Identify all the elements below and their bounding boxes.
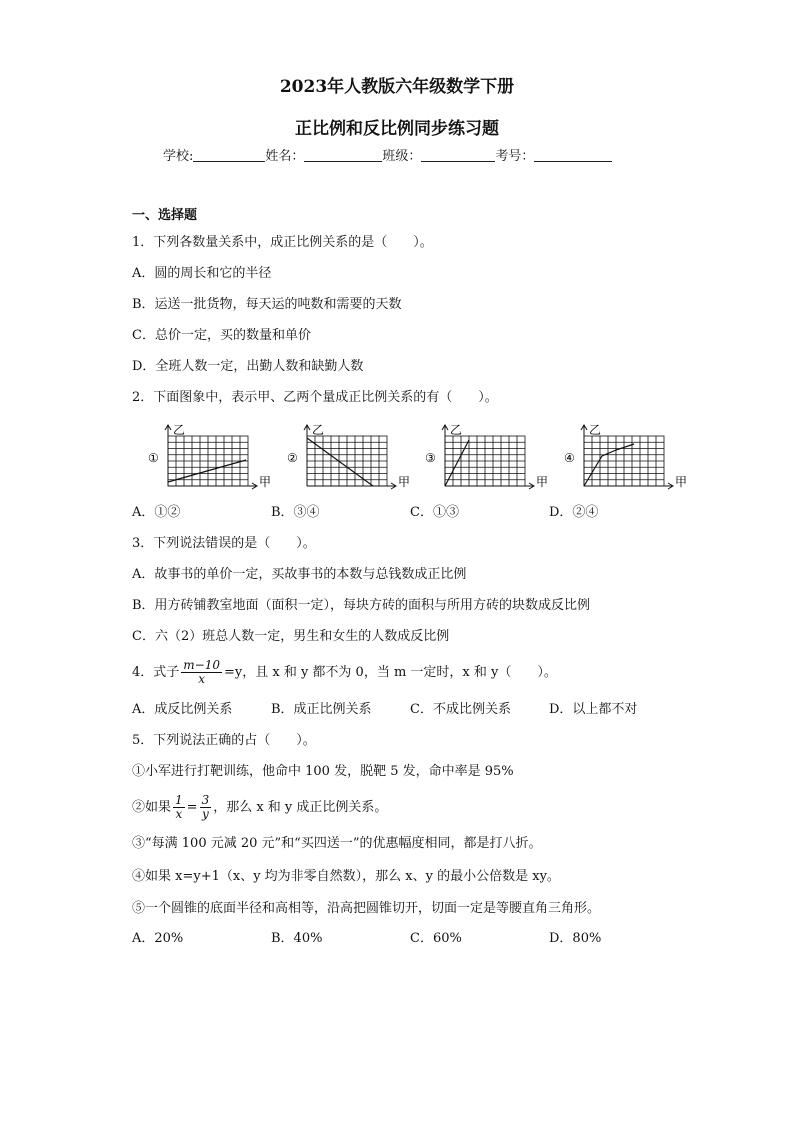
exam-no-label: 考号：	[495, 149, 535, 164]
q1-stem: 1．下列各数量关系中，成正比例关系的是（ ）。	[132, 235, 433, 250]
school-field[interactable]	[193, 148, 265, 162]
q4-stem	[132, 658, 557, 688]
graph-4-grid	[584, 436, 664, 486]
graph-2-label: ②	[287, 451, 298, 465]
name-field[interactable]	[304, 148, 382, 162]
q4-option-d: D．以上都不对	[549, 702, 638, 717]
q5-option-d: D．80%	[549, 931, 602, 946]
q1-option-b: B．运送一批货物，每天运的吨数和需要的天数	[132, 297, 402, 312]
worksheet-title: 2023年人教版六年级数学下册	[279, 77, 515, 97]
q1-option-d: D．全班人数一定，出勤人数和缺勤人数	[132, 359, 364, 374]
q2-option-b: B．③④	[271, 505, 320, 520]
q2-option-c: C．①③	[410, 505, 459, 520]
graph-3-grid	[445, 436, 525, 486]
q5-s2-fraction-2-denominator: y	[201, 807, 209, 821]
q2-graph-4	[562, 422, 698, 494]
q5-s2-fraction-1-denominator: x	[175, 807, 183, 821]
q4-fraction-denominator: x	[198, 672, 206, 686]
graph-1-y-axis-label: 乙	[173, 423, 186, 437]
graph-4-label: ④	[564, 451, 575, 465]
graph-2-y-axis-label: 乙	[312, 423, 325, 437]
q5-s2-fraction-1-numerator: 1	[175, 793, 183, 807]
graph-2-grid	[307, 436, 387, 486]
q4-stem-suffix: =y，且 x 和 y 都不为 0，当 m 一定时，x 和 y（ ）。	[223, 665, 557, 680]
q3-option-c: C．六（2）班总人数一定，男生和女生的人数成反比例	[132, 629, 450, 644]
graph-1-x-axis-label: 甲	[259, 475, 272, 489]
graph-4-y-axis-label: 乙	[589, 423, 602, 437]
q4-option-a: A．成反比例关系	[132, 702, 233, 717]
q5-s2-equals: =	[186, 800, 198, 815]
q4-fraction-numerator: m−10	[183, 658, 220, 672]
graph-3-line	[445, 440, 469, 486]
q4-option-b: B．成正比例关系	[271, 702, 372, 717]
class-label: 班级：	[382, 149, 422, 164]
exam-no-field[interactable]	[534, 148, 612, 162]
q5-stem: 5．下列说法正确的占（ ）。	[132, 733, 316, 748]
class-field[interactable]	[421, 148, 495, 162]
q5-statement-2	[132, 793, 387, 823]
q2-option-d: D．②④	[549, 505, 599, 520]
q5-statement-5: ⑤一个圆锥的底面半径和高相等，沿高把圆锥切开，切面一定是等腰直角三角形。	[132, 901, 601, 916]
q4-option-c: C．不成比例关系	[410, 702, 511, 717]
q5-s2-fraction-2	[200, 794, 212, 821]
graph-3-x-axis-label: 甲	[536, 475, 549, 489]
q5-option-c: C．60%	[410, 931, 462, 946]
q2-graph-1	[146, 422, 282, 494]
section-title: 一、选择题	[132, 208, 198, 223]
graph-4-x-axis-label: 甲	[675, 475, 688, 489]
graph-2-x-axis-label: 甲	[398, 475, 411, 489]
q4-fraction	[181, 659, 222, 686]
q5-s2-suffix: ，那么 x 和 y 成正比例关系。	[213, 800, 388, 815]
graph-1-line	[168, 460, 246, 482]
q1-option-c: C．总价一定，买的数量和单价	[132, 328, 311, 343]
q5-statement-4: ④如果 x=y+1（x、y 均为非零自然数），那么 x、y 的最小公倍数是 xy。	[132, 869, 560, 884]
q4-stem-prefix: 4．式子	[132, 665, 180, 680]
q2-graph-3	[423, 422, 559, 494]
graph-3-y-axis-label: 乙	[450, 423, 463, 437]
q5-statement-1: ①小军进行打靶训练，他命中 100 发，脱靶 5 发，命中率是 95%	[132, 764, 514, 779]
q1-option-a: A．圆的周长和它的半径	[132, 266, 272, 281]
graph-1-label: ①	[148, 451, 159, 465]
student-info-row	[163, 145, 612, 164]
name-label: 姓名：	[265, 149, 305, 164]
q3-option-b: B．用方砖铺教室地面（面积一定），每块方砖的面积与所用方砖的块数成反比例	[132, 598, 591, 613]
q5-s2-prefix: ②如果	[132, 800, 172, 815]
q2-option-a: A．①②	[132, 505, 181, 520]
q3-stem: 3．下列说法错误的是（ ）。	[132, 536, 316, 551]
q2-graph-2	[285, 422, 421, 494]
q5-s2-fraction-2-numerator: 3	[201, 793, 210, 807]
q5-statement-3: ③“每满 100 元减 20 元”和“买四送一”的优惠幅度相同，都是打八折。	[132, 836, 542, 851]
q5-option-a: A．20%	[132, 931, 184, 946]
q2-stem: 2．下面图象中，表示甲、乙两个量成正比例关系的有（ ）。	[132, 390, 498, 405]
q3-option-a: A．故事书的单价一定，买故事书的本数与总钱数成正比例	[132, 567, 467, 582]
school-label: 学校:	[163, 149, 194, 164]
q5-option-b: B．40%	[271, 931, 323, 946]
q5-s2-fraction-1	[173, 794, 185, 821]
graph-3-label: ③	[425, 451, 436, 465]
worksheet-subtitle: 正比例和反比例同步练习题	[295, 119, 499, 139]
